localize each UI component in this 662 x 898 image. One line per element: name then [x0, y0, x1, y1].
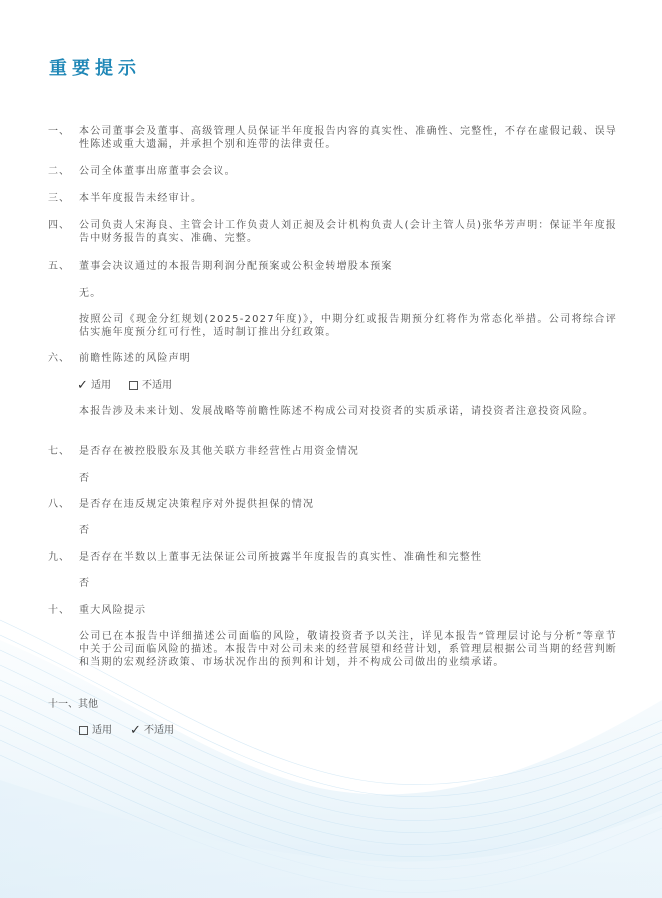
answer-text: 否	[79, 473, 91, 484]
item-number: 五、	[48, 261, 70, 272]
major-risk-paragraph: 公司已在本报告中详细描述公司面临的风险，敬请投资者予以关注，详见本报告“管理层讨论与分析”等章节中关于公司面临风险的描述。本报告中对公司未来的经营展望和经营计划，系管理层根据公司当期的经营判断和当期的宏观经济政策、市场状况作出的预判和计划，并不构成公司做出的业绩承诺。	[79, 631, 617, 668]
item-number: 四、	[48, 220, 70, 231]
item-text: 前瞻性陈述的风险声明	[79, 353, 191, 364]
item-text: 董事会决议通过的本报告期利润分配预案或公积金转增股本预案	[79, 261, 393, 272]
forward-looking-risk-paragraph: 本报告涉及未来计划、发展战略等前瞻性陈述不构成公司对投资者的实质承诺，请投资者注意投资风险。	[79, 406, 595, 417]
answer-text: 否	[79, 578, 91, 589]
item-text: 本半年度报告未经审计。	[79, 193, 203, 204]
item-text: 是否存在违反规定决策程序对外提供担保的情况	[79, 499, 315, 510]
item-number-label: 十一、	[48, 699, 78, 710]
dividend-plan-paragraph: 按照公司《现金分红规划(2025-2027年度)》，中期分红或报告期预分红将作为常态化举措。公司将综合评估实施年度预分红可行性，适时制订推出分红政策。	[79, 314, 617, 338]
checkmark-icon: ✓	[77, 378, 88, 393]
dividend-none-text: 无。	[79, 288, 102, 299]
applicability-options	[77, 379, 172, 392]
option-applicable-label: 适用	[91, 380, 111, 391]
option-not-applicable-label: 不适用	[144, 725, 174, 736]
option-applicable-label: 适用	[92, 725, 112, 736]
item-number: 九、	[48, 552, 70, 563]
item-text: 是否存在被控股股东及其他关联方非经营性占用资金情况	[79, 446, 359, 457]
unchecked-box-icon	[79, 726, 88, 735]
item-number: 七、	[48, 446, 70, 457]
item-number: 八、	[48, 499, 70, 510]
option-not-applicable-label: 不适用	[142, 380, 172, 391]
item-text: 重大风险提示	[79, 605, 147, 616]
item-number	[48, 698, 98, 711]
applicability-options	[79, 724, 174, 737]
page-title: 重要提示	[49, 58, 141, 79]
item-number: 一、	[48, 126, 70, 137]
item-number: 二、	[48, 166, 70, 177]
item-text: 本公司董事会及董事、高级管理人员保证半年度报告内容的真实性、准确性、完整性，不存在虚假记载、误导性陈述或重大遗漏，并承担个别和连带的法律责任。	[79, 126, 617, 150]
unchecked-box-icon	[129, 381, 138, 390]
item-text: 公司负责人宋海良、主管会计工作负责人刘正昶及会计机构负责人(会计主管人员)张华芳声明：保证半年度报告中财务报告的真实、准确、完整。	[79, 220, 617, 244]
item-text: 公司全体董事出席董事会会议。	[79, 166, 236, 177]
item-text: 是否存在半数以上董事无法保证公司所披露半年度报告的真实性、准确性和完整性	[79, 552, 483, 563]
answer-text: 否	[79, 525, 91, 536]
checkmark-icon: ✓	[130, 723, 141, 738]
item-number: 六、	[48, 353, 70, 364]
item-text: 其他	[78, 699, 98, 710]
item-number: 三、	[48, 193, 70, 204]
item-number: 十、	[48, 605, 70, 616]
